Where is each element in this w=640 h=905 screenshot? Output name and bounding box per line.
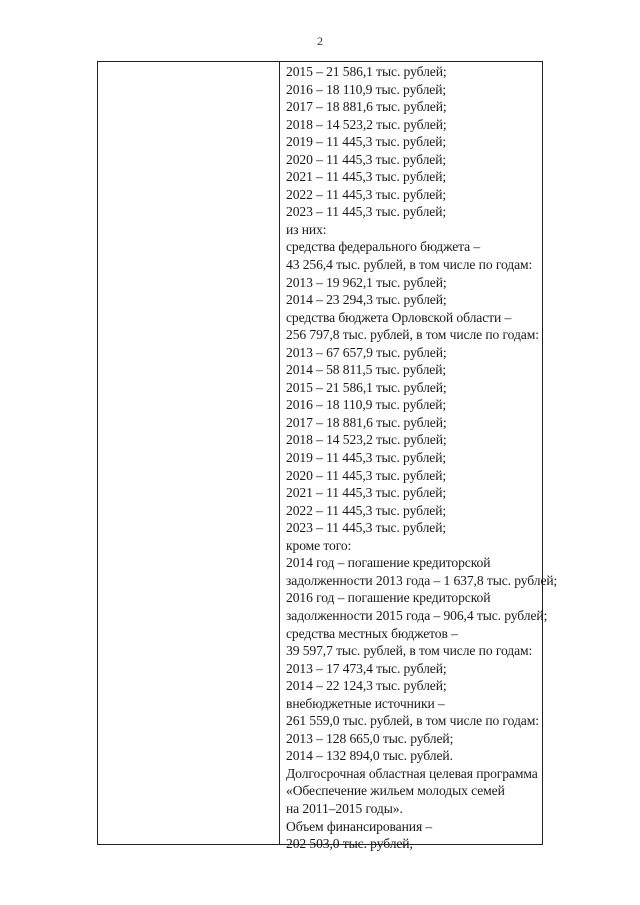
text-line: 43 256,4 тыс. рублей, в том числе по годам: bbox=[286, 257, 533, 273]
text-line: 2014 – 132 894,0 тыс. рублей. bbox=[286, 748, 453, 764]
text-line: 39 597,7 тыс. рублей, в том числе по годам: bbox=[286, 643, 533, 659]
text-line: «Обеспечение жильем молодых семей bbox=[286, 783, 505, 799]
text-line: кроме того: bbox=[286, 537, 352, 553]
text-line: Объем финансирования – bbox=[286, 818, 433, 834]
text-line: средства бюджета Орловской области – bbox=[286, 309, 512, 325]
text-line: 2016 – 18 110,9 тыс. рублей; bbox=[286, 397, 447, 413]
text-line: 261 559,0 тыс. рублей, в том числе по годам: bbox=[286, 713, 539, 729]
text-line: средства федерального бюджета – bbox=[286, 239, 481, 255]
text-line: 2016 год – погашение кредиторской bbox=[286, 590, 491, 606]
text-line: 2021 – 11 445,3 тыс. рублей; bbox=[286, 485, 447, 501]
text-line: 2013 – 17 473,4 тыс. рублей; bbox=[286, 660, 447, 676]
text-line: 2013 – 19 962,1 тыс. рублей; bbox=[286, 274, 447, 290]
text-line: Долгосрочная областная целевая программа bbox=[286, 765, 538, 781]
text-line: внебюджетные источники – bbox=[286, 695, 445, 711]
text-line: 2014 – 58 811,5 тыс. рублей; bbox=[286, 362, 447, 378]
text-line: задолженности 2013 года – 1 637,8 тыс. рублей; bbox=[286, 572, 558, 588]
text-line: 2015 – 21 586,1 тыс. рублей; bbox=[286, 64, 447, 79]
text-line: 2019 – 11 445,3 тыс. рублей; bbox=[286, 450, 447, 466]
column-divider bbox=[279, 62, 280, 844]
text-line: 2020 – 11 445,3 тыс. рублей; bbox=[286, 467, 447, 483]
text-line: 2023 – 11 445,3 тыс. рублей; bbox=[286, 520, 447, 536]
text-line: 2016 – 18 110,9 тыс. рублей; bbox=[286, 81, 447, 97]
text-line: 2018 – 14 523,2 тыс. рублей; bbox=[286, 432, 447, 448]
financing-table bbox=[97, 61, 558, 852]
text-line: 2014 год – погашение кредиторской bbox=[286, 555, 491, 571]
table-right-cell bbox=[286, 63, 558, 853]
text-line: из них: bbox=[286, 221, 327, 237]
text-line: 2023 – 11 445,3 тыс. рублей; bbox=[286, 204, 447, 220]
text-line: задолженности 2015 года – 906,4 тыс. рублей; bbox=[286, 607, 548, 623]
table-left-cell bbox=[98, 62, 279, 844]
text-line: 2013 – 67 657,9 тыс. рублей; bbox=[286, 344, 447, 360]
text-line: 202 503,0 тыс. рублей, bbox=[286, 836, 413, 852]
text-line: 2017 – 18 881,6 тыс. рублей; bbox=[286, 99, 447, 115]
text-line: 2021 – 11 445,3 тыс. рублей; bbox=[286, 169, 447, 185]
text-line: 2014 – 23 294,3 тыс. рублей; bbox=[286, 292, 447, 308]
text-line: 2020 – 11 445,3 тыс. рублей; bbox=[286, 151, 447, 167]
text-line: 2018 – 14 523,2 тыс. рублей; bbox=[286, 116, 447, 132]
page-number: 2 bbox=[317, 34, 323, 48]
text-line: 256 797,8 тыс. рублей, в том числе по годам: bbox=[286, 327, 539, 343]
text-line: 2022 – 11 445,3 тыс. рублей; bbox=[286, 502, 447, 518]
text-line: на 2011–2015 годы». bbox=[286, 800, 403, 816]
text-line: 2019 – 11 445,3 тыс. рублей; bbox=[286, 134, 447, 150]
text-line: 2015 – 21 586,1 тыс. рублей; bbox=[286, 379, 447, 395]
text-line: 2014 – 22 124,3 тыс. рублей; bbox=[286, 678, 447, 694]
text-line: средства местных бюджетов – bbox=[286, 625, 458, 641]
text-line: 2017 – 18 881,6 тыс. рублей; bbox=[286, 414, 447, 430]
text-line: 2013 – 128 665,0 тыс. рублей; bbox=[286, 730, 454, 746]
text-line: 2022 – 11 445,3 тыс. рублей; bbox=[286, 186, 447, 202]
